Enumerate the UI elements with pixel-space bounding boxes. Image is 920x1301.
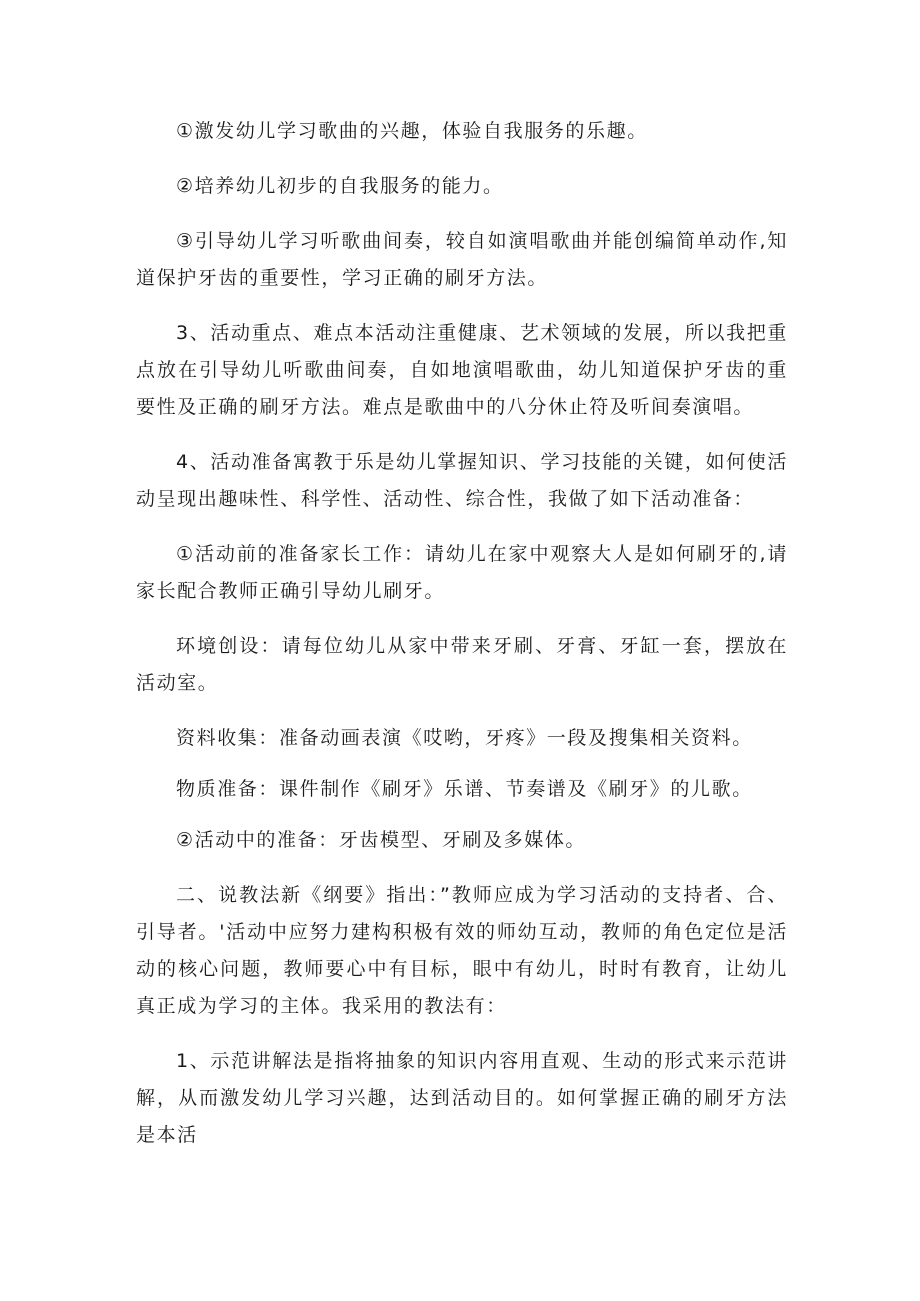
paragraph-teaching-methods: 二、说教法新《纲要》指出：”教师应成为学习活动的支持者、合、引导者。'活动中应努力建构积极有效的师幼互动，教师的角色定位是活动的核心问题，教师要心中有目标，眼中有幼儿，时时有教育，让幼儿真正成为学习的主体。我采用的教法有： <box>136 884 788 1017</box>
paragraph-parent-work: ①活动前的准备家长工作：请幼儿在家中观察大人是如何刷牙的,请家长配合教师正确引导幼儿刷牙。 <box>136 543 788 602</box>
paragraph-preparation: 4、活动准备寓教于乐是幼儿掌握知识、学习技能的关键，如何使活动呈现出趣味性、科学性、活动性、综合性，我做了如下活动准备： <box>136 451 788 510</box>
paragraph-key-points: 3、活动重点、难点本活动注重健康、艺术领域的发展，所以我把重点放在引导幼儿听歌曲间奏，自如地演唱歌曲，幼儿知道保护牙齿的重要性及正确的刷牙方法。难点是歌曲中的八分休止符及听间奏演唱。 <box>136 322 788 418</box>
paragraph-demonstration-method: 1、示范讲解法是指将抽象的知识内容用直观、生动的形式来示范讲解，从而激发幼儿学习兴趣，达到活动目的。如何掌握正确的刷牙方法是本活 <box>136 1050 788 1146</box>
paragraph-in-activity-preparation: ②活动中的准备：牙齿模型、牙刷及多媒体。 <box>176 829 587 851</box>
paragraph-objective-1: ①激发幼儿学习歌曲的兴趣，体验自我服务的乐趣。 <box>176 120 648 142</box>
paragraph-objective-3: ③引导幼儿学习听歌曲间奏，较自如演唱歌曲并能创编简单动作,知道保护牙齿的重要性，学习正确的刷牙方法。 <box>136 230 788 289</box>
paragraph-objective-2: ②培养幼儿初步的自我服务的能力。 <box>176 175 504 197</box>
paragraph-material-preparation: 物质准备：课件制作《刷牙》乐谱、节奏谱及《刷牙》的儿歌。 <box>176 778 753 800</box>
paragraph-materials-collection: 资料收集：准备动画表演《哎哟，牙疼》一段及搜集相关资料。 <box>176 727 753 749</box>
paragraph-environment: 环境创设：请每位幼儿从家中带来牙刷、牙膏、牙缸一套，摆放在活动室。 <box>136 635 788 694</box>
document-body <box>136 113 788 1172</box>
